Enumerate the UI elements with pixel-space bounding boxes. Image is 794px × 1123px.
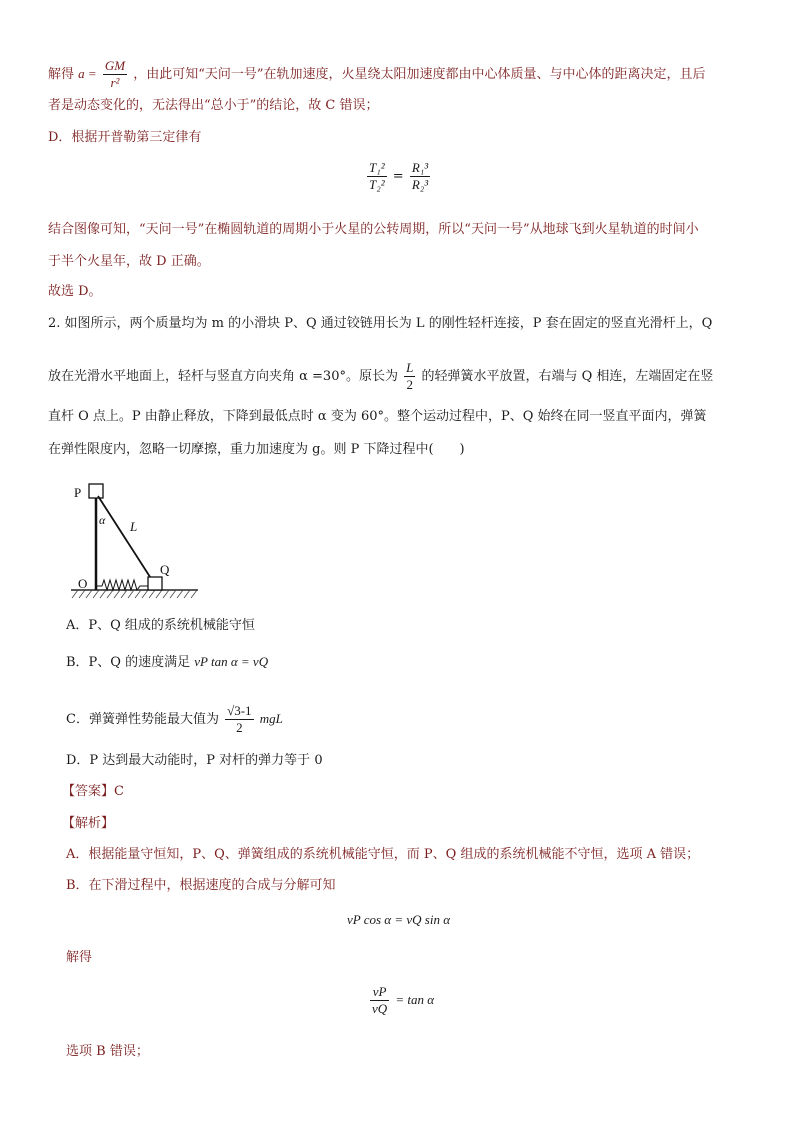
label-alpha: α bbox=[99, 513, 106, 527]
solution-line-1 bbox=[48, 58, 705, 91]
option-c bbox=[66, 703, 283, 736]
text: ，由此可知“天问一号”在轨加速度，火星绕太阳加速度都由中心体质量、与中心体的距离决定，且后 bbox=[133, 67, 706, 82]
solution-line-4: 于半个火星年，故 D 正确。 bbox=[48, 254, 210, 269]
spring bbox=[97, 580, 148, 590]
frac-num: GM bbox=[104, 58, 126, 73]
kepler-frac-right bbox=[410, 160, 430, 193]
frac-den: R₂³ bbox=[411, 177, 429, 192]
rigid-rod bbox=[98, 496, 152, 580]
kepler-equation bbox=[365, 160, 432, 193]
label-o: O bbox=[78, 576, 88, 591]
question-line-1: 2. 如图所示，两个质量均为 m 的小滑块 P、Q 通过铰链用长为 L 的刚性轻杆连接，P 套在固定的竖直光滑杆上，Q bbox=[48, 316, 713, 331]
text: 解得 bbox=[48, 67, 75, 82]
math-rhs: = tan α bbox=[395, 992, 435, 1007]
fraction-l-over-2 bbox=[404, 360, 415, 393]
text: 的轻弹簧水平放置，右端与 Q 相连，左端固定在竖 bbox=[421, 369, 714, 384]
analysis-label: 【解析】 bbox=[62, 816, 115, 831]
option-d-heading: D．根据开普勒第三定律有 bbox=[48, 130, 202, 145]
frac-num: L bbox=[406, 360, 414, 375]
solution-line-2: 者是动态变化的，无法得出“总小于”的结论，故 C 错误； bbox=[48, 98, 379, 113]
choice-line: 故选 D。 bbox=[48, 284, 102, 299]
option-b bbox=[66, 652, 268, 673]
mechanism-figure bbox=[66, 476, 206, 606]
frac-den: 2 bbox=[406, 377, 413, 392]
option-d: D．P 达到最大动能时，P 对杆的弹力等于 0 bbox=[66, 753, 323, 768]
question-line-4: 在弹性限度内，忽略一切摩擦，重力加速度为 g。则 P 下降过程中( ) bbox=[48, 442, 465, 457]
text: 放在光滑水平地面上，轻杆与竖直方向夹角 α =30°。原长为 bbox=[48, 369, 398, 384]
fraction-sqrt3 bbox=[225, 703, 253, 736]
math-expr: mgL bbox=[259, 711, 283, 726]
frac-den: 2 bbox=[236, 720, 243, 735]
equation-velocity: vP cos α = vQ sin α bbox=[347, 912, 451, 927]
ground-hatch bbox=[72, 590, 197, 598]
block-p bbox=[89, 484, 103, 498]
kepler-frac-left bbox=[367, 160, 387, 193]
math-lhs: a = bbox=[78, 66, 97, 81]
text: B．P、Q 的速度满足 bbox=[66, 655, 191, 670]
frac-num: vP bbox=[370, 984, 389, 1001]
fraction-vp-vq bbox=[370, 984, 389, 1017]
block-q bbox=[148, 577, 162, 590]
question-line-2 bbox=[48, 360, 713, 393]
fraction-gm-r2 bbox=[103, 58, 127, 91]
equals: = bbox=[392, 169, 404, 184]
equation-ratio bbox=[368, 984, 434, 1017]
solve-label: 解得 bbox=[66, 950, 93, 965]
label-p: P bbox=[74, 485, 82, 500]
answer-label: 【答案】C bbox=[62, 784, 124, 799]
solution-b-conclusion: 选项 B 错误； bbox=[66, 1044, 149, 1059]
text: C．弹簧弹性势能最大值为 bbox=[66, 712, 219, 727]
solution-b: B．在下滑过程中，根据速度的合成与分解可知 bbox=[66, 878, 336, 893]
math-expr: vP tan α = vQ bbox=[194, 654, 269, 669]
question-line-3: 直杆 O 点上。P 由静止释放，下降到最低点时 α 变为 60°。整个运动过程中，P、Q 始终在同一竖直平面内，弹簧 bbox=[48, 409, 707, 424]
frac-den: r² bbox=[110, 75, 120, 90]
label-l: L bbox=[130, 519, 138, 534]
solution-a: A．根据能量守恒知，P、Q、弹簧组成的系统机械能守恒，而 P、Q 组成的系统机械能不守恒，选项 A 错误； bbox=[66, 847, 700, 862]
frac-num: T₁² bbox=[369, 160, 385, 175]
frac-den: T₂² bbox=[369, 177, 385, 192]
frac-num: √3-1 bbox=[227, 703, 252, 718]
frac-num: R₁³ bbox=[411, 160, 429, 175]
label-q: Q bbox=[160, 562, 170, 577]
frac-den: vQ bbox=[372, 1001, 388, 1016]
solution-line-3: 结合图像可知，“天问一号”在椭圆轨道的周期小于火星的公转周期，所以“天问一号”从地球飞到火星轨道的时间小 bbox=[48, 222, 699, 237]
option-a: A．P、Q 组成的系统机械能守恒 bbox=[66, 618, 255, 633]
